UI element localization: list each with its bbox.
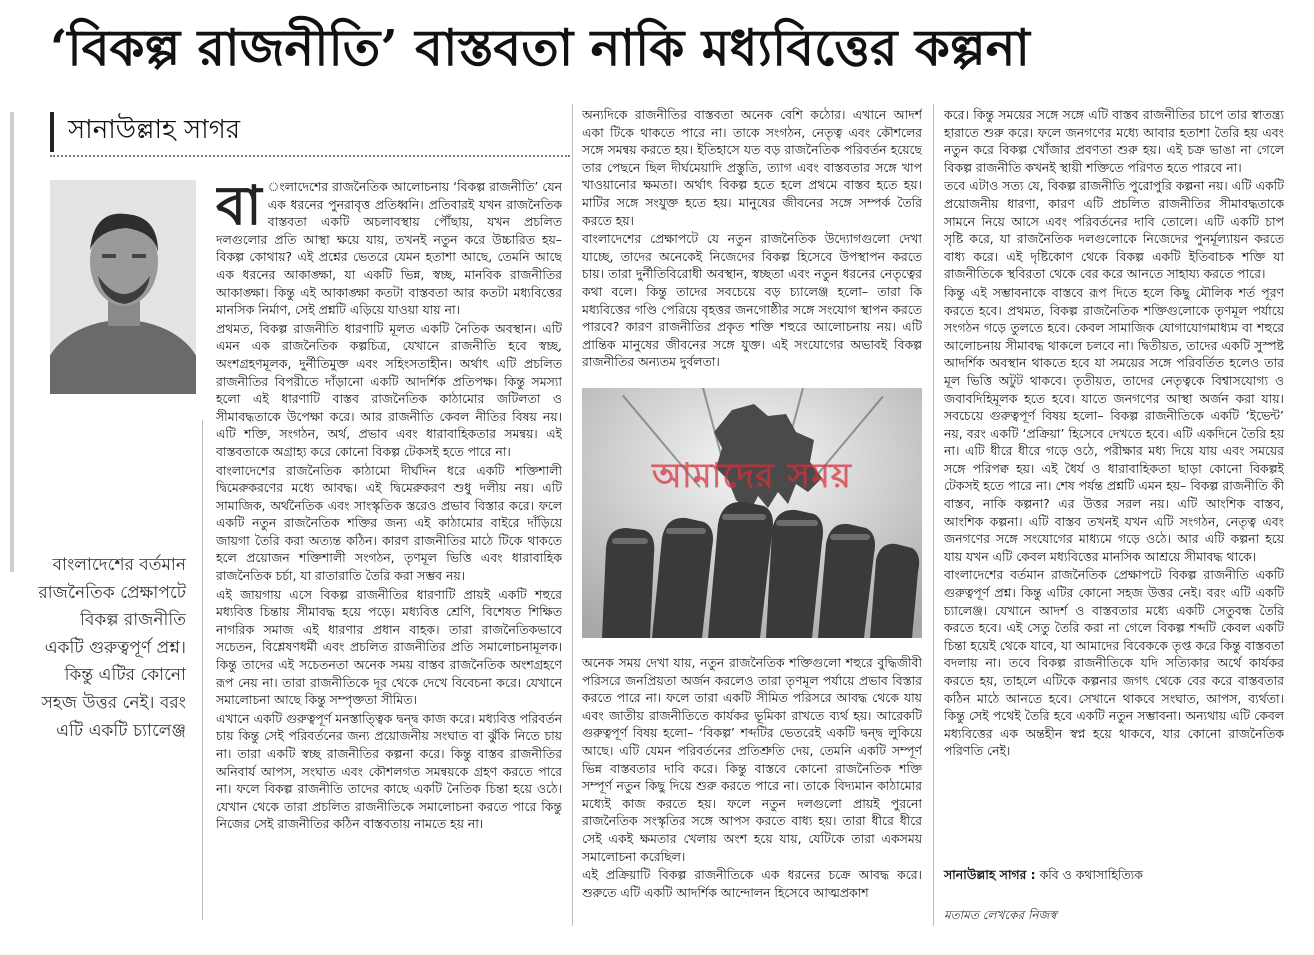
article-column-2-bottom — [582, 654, 922, 926]
article-column-1 — [216, 178, 562, 930]
paragraph-1 — [216, 178, 562, 319]
paragraph-1-text: ংলাদেশের রাজনৈতিক আলোচনায় ‘বিকল্প রাজনীতি’ যেন এক ধরনের পুনরাবৃত্ত প্রতিধ্বনি। প্রতিবারই যখন রাজনৈতিক বাস্তবতা একটি অচলাবস্থায় পৌঁছায়, যখন প্রচলিত দলগুলোর প্রতি আস্থা ক্ষয়ে যায়, তখনই নতুন করে উচ্চারিত হয়– বিকল্প কোথায়? এই প্রশ্নের ভেতরে যেমন হতাশা আছে, তেমনি আছে এক ধরনের আকাঙ্ক্ষা, যা একটি ভিন্ন, স্বচ্ছ, মানবিক রাজনীতির আকাঙ্ক্ষা। কিন্তু এই আকাঙ্ক্ষা কতটা বাস্তবতা আর কতটা মধ্যবিত্তের মানসিক নির্মাণ, সেই প্রশ্নটি এড়িয়ে যাওয়া যায় না। — [216, 179, 562, 318]
opinion-disclaimer: মতামত লেখকের নিজস্ব — [944, 908, 1057, 922]
paragraph-8: অনেক সময় দেখা যায়, নতুন রাজনৈতিক শক্তিগুলো শহুরে বুদ্ধিজীবী পরিসরে জনপ্রিয়তা অর্জন করলেও তারা তৃণমূল পর্যায়ে প্রভাব বিস্তার করতে পারে না। ফলে তারা একটি সীমিত পরিসরে আবদ্ধ থেকে যায় এবং জাতীয় রাজনীতিতে কার্যকর ভূমিকা রাখতে ব্যর্থ হয়। আরেকটি গুরুত্বপূর্ণ বিষয় হলো– ‘বিকল্প’ শব্দটির ভেতরেই একটি দ্বন্দ্ব লুকিয়ে আছে। এটি যেমন পরিবর্তনের প্রতিশ্রুতি দেয়, তেমনি একটি সম্পূর্ণ ভিন্ন বাস্তবতার দাবি করে। কিন্তু বাস্তবে কোনো রাজনৈতিক শক্তি সম্পূর্ণ নতুন কিছু দিয়ে শুরু করতে পারে না। তাকে বিদ্যমান কাঠামোর মধ্যেই কাজ করতে হয়। ফলে নতুন দলগুলো প্রায়ই পুরনো রাজনৈতিক সংস্কৃতির সঙ্গে আপস করতে বাধ্য হয়। তারা ধীরে ধীরে সেই একই ক্ষমতার খেলায় অংশ হয়ে যায়, যেটিকে তারা একসময় সমালোচনা করেছিল। — [582, 655, 922, 864]
paragraph-7: বাংলাদেশের প্রেক্ষাপটে যে নতুন রাজনৈতিক উদ্যোগগুলো দেখা যাচ্ছে, তাদের অনেকেই নিজেদের বিকল্প হিসেবে উপস্থাপন করতে চায়। তারা দুর্নীতিবিরোধী অবস্থান, স্বচ্ছতা এবং নতুন ধরনের নেতৃত্বের কথা বলে। কিন্তু তাদের সবচেয়ে বড় চ্যালেঞ্জ হলো– তারা কি মধ্যবিত্তের গণ্ডি পেরিয়ে বৃহত্তর জনগোষ্ঠীর সঙ্গে সংযোগ স্থাপন করতে পারবে? কারণ রাজনীতির প্রকৃত শক্তি শহুরে আলোচনায় নয়। এটি প্রান্তিক মানুষের জীবনের সঙ্গে যুক্ত। এই সংযোগের অভাবই বিকল্প রাজনীতির অন্যতম দুর্বলতা। — [582, 231, 922, 370]
paragraph-6: অন্যদিকে রাজনীতির বাস্তবতা অনেক বেশি কঠোর। এখানে আদর্শ একা টিকে থাকতে পারে না। তাকে সংগঠন, নেতৃত্ব এবং কৌশলের সঙ্গে সমন্বয় করতে হয়। ইতিহাসে যত বড় রাজনৈতিক পরিবর্তন হয়েছে তার পেছনে ছিল দীর্ঘমেয়াদি প্রস্তুতি, ত্যাগ এবং বাস্তবতার সঙ্গে খাপ খাওয়ানোর ক্ষমতা। অর্থাৎ বিকল্প হতে হলে প্রথমে বাস্তব হতে হয়। মাটির সঙ্গে সংযুক্ত হতে হয়। মানুষের জীবনের সঙ্গে সম্পর্ক তৈরি করতে হয়। — [582, 107, 922, 228]
headline: ‘বিকল্প রাজনীতি’ বাস্তবতা নাকি মধ্যবিত্তের কল্পনা — [50, 18, 1030, 77]
paragraph-2: প্রথমত, বিকল্প রাজনীতি ধারণাটি মূলত একটি নৈতিক অবস্থান। এটি এমন এক রাজনৈতিক কল্পচিত্র, যেখানে রাজনীতি হবে স্বচ্ছ, অংশগ্রহণমূলক, দুর্নীতিমুক্ত এবং সহিংসতাহীন। অর্থাৎ এটি প্রচলিত রাজনীতির বিপরীতে দাঁড়ানো একটি আদর্শিক প্রতিপক্ষ। কিন্তু সমস্যা হলো এই ধারণাটি বাস্তব রাজনৈতিক কাঠামোর জটিলতা ও সীমাবদ্ধতাকে উপেক্ষা করে। আর রাজনীতি কেবল নীতির বিষয় নয়। এটি শক্তি, সংগঠন, অর্থ, প্রভাব এবং ধারাবাহিকতার সমন্বয়। এই বাস্তবতাকে অগ্রাহ্য করে কোনো বিকল্প টেকসই হতে পারে না। — [216, 320, 562, 459]
paragraph-5: এখানে একটি গুরুত্বপূর্ণ মনস্তাত্ত্বিক দ্বন্দ্ব কাজ করে। মধ্যবিত্ত পরিবর্তন চায় কিন্তু সেই পরিবর্তনের জন্য প্রয়োজনীয় সংঘাত বা ঝুঁকি নিতে চায় না। তারা একটি স্বচ্ছ রাজনীতির কল্পনা করে। কিন্তু বাস্তব রাজনীতির অনিবার্য আপস, সংঘাত এবং কৌশলগত সমন্বয়কে গ্রহণ করতে পারে না। ফলে বিকল্প রাজনীতি তাদের কাছে একটি নৈতিক চিন্তা হয়ে ওঠে। যেখান থেকে তারা প্রচলিত রাজনীতিকে সমালোচনা করতে পারে কিন্তু নিজের সেই রাজনীতির কঠিন বাস্তবতায় নামতে হয় না। — [216, 710, 562, 832]
article-column-3 — [944, 106, 1284, 846]
pull-quote-rule — [202, 420, 203, 920]
paragraph-12: কিন্তু এই সম্ভাবনাকে বাস্তবে রূপ দিতে হলে কিছু মৌলিক শর্ত পূরণ করতে হবে। প্রথমত, বিকল্প রাজনৈতিক শক্তিগুলোকে তৃণমূল পর্যায়ে সংগঠন গড়ে তুলতে হবে। কেবল সামাজিক যোগাযোগমাধ্যম বা শহুরে আলোচনায় সীমাবদ্ধ থাকলে চলবে না। দ্বিতীয়ত, তাদের একটি সুস্পষ্ট আদর্শিক অবস্থান থাকতে হবে যা সময়ের সঙ্গে পরিবর্তিত হলেও তার মূল ভিত্তি অটুট থাকবে। তৃতীয়ত, তাদের নেতৃত্বকে বিশ্বাসযোগ্য ও জবাবদিহিমূলক হতে হবে। যাতে জনগণের আস্থা অর্জন করা যায়। সবচেয়ে গুরুত্বপূর্ণ বিষয় হলো– বিকল্প রাজনীতিকে একটি ‘ইভেন্ট’ নয়, বরং একটি ‘প্রক্রিয়া’ হিসেবে দেখতে হবে। এটি একদিনে তৈরি হয় না। এটি ধীরে ধীরে গড়ে ওঠে, পরীক্ষার মধ্য দিয়ে যায় এবং সময়ের সঙ্গে পরিপক্ব হয়। এই ধৈর্য ও ধারাবাহিকতা ছাড়া কোনো বিকল্পই টেকসই হতে পারে না। শেষ পর্যন্ত প্রশ্নটি এমন হয়– বিকল্প রাজনীতি কী বাস্তব, নাকি কল্পনা? এর উত্তর সরল নয়। এটি আংশিক বাস্তব, আংশিক কল্পনা। এটি বাস্তব তখনই যখন এটি সংগঠন, নেতৃত্ব এবং জনগণের সঙ্গে সংযোগের মাধ্যমে গড়ে ওঠে। আর এটি কল্পনা হয়ে যায় যখন এটি কেবল মধ্যবিত্তের মানসিক আশ্রয়ে সীমাবদ্ধ থাকে। — [944, 284, 1284, 564]
pull-quote: বাংলাদেশের বর্তমান রাজনৈতিক প্রেক্ষাপটে বিকল্প রাজনীতি একটি গুরুত্বপূর্ণ প্রশ্ন। কিন্তু এটির কোনো সহজ উত্তর নেই। বরং এটি একটি চ্যালেঞ্জ — [38, 555, 186, 741]
article-column-2-top — [582, 106, 922, 382]
fists-map-illustration — [582, 388, 922, 638]
author-note-role: কবি ও কথাসাহিত্যিক — [1039, 867, 1143, 882]
watermark: আমাদের সময় — [652, 456, 852, 496]
paragraph-9: এই প্রক্রিয়াটি বিকল্প রাজনীতিকে এক ধরনের চক্রে আবদ্ধ করে। শুরুতে এটি একটি আদর্শিক আন্দোলন হিসেবে আত্মপ্রকাশ — [582, 867, 922, 900]
page-edge-rule — [10, 112, 14, 572]
drop-cap: বা — [216, 178, 262, 237]
paragraph-13: বাংলাদেশের বর্তমান রাজনৈতিক প্রেক্ষাপটে বিকল্প রাজনীতি একটি গুরুত্বপূর্ণ প্রশ্ন। কিন্তু এটির কোনো সহজ উত্তর নেই। বরং এটি একটি চ্যালেঞ্জ। যেখানে আদর্শ ও বাস্তবতার মধ্যে একটি সেতুবন্ধ তৈরি করতে হবে। এই সেতু তৈরি করা না গেলে বিকল্প শব্দটি কেবল একটি চিন্তা হয়েই থেকে যাবে, যা আমাদের বিবেককে তৃপ্ত করে কিন্তু বাস্তবতা বদলায় না। তবে বিকল্প রাজনীতিকে যদি সত্যিকার অর্থে কার্যকর করতে হয়, তাহলে এটিকে কল্পনার জগৎ থেকে বের করে বাস্তবতার কঠিন মাঠে আনতে হবে। সেখানে থাকবে সংঘাত, আপস, ব্যর্থতা। কিন্তু সেই পথেই তৈরি হবে একটি নতুন সম্ভাবনা। অন্যথায় এটি কেবল মধ্যবিত্তের এক অন্তহীন স্বপ্ন হয়ে থাকবে, যার কোনো রাজনৈতিক পরিণতি নেই। — [944, 567, 1284, 759]
author-note-name: সানাউল্লাহ সাগর : — [944, 867, 1036, 882]
column-divider-2 — [933, 104, 934, 926]
paragraph-10: করে। কিন্তু সময়ের সঙ্গে সঙ্গে এটি বাস্তব রাজনীতির চাপে তার স্বাতন্ত্র্য হারাতে শুরু করে। ফলে জনগণের মধ্যে আবার হতাশা তৈরি হয় এবং নতুন করে বিকল্প খোঁজার প্রবণতা শুরু হয়। এই চক্র ভাঙা না গেলে বিকল্প রাজনীতি কখনই স্থায়ী শক্তিতে পরিণত হতে পারবে না। — [944, 107, 1284, 175]
author-photo — [50, 180, 196, 394]
paragraph-4: এই জায়গায় এসে বিকল্প রাজনীতির ধারণাটি প্রায়ই একটি শহুরে মধ্যবিত্ত চিন্তায় সীমাবদ্ধ হয়ে পড়ে। মধ্যবিত্ত শ্রেণি, বিশেষত শিক্ষিত নাগরিক সমাজ এই ধারণার প্রধান বাহক। তারা রাজনৈতিকভাবে সচেতন, বিশ্লেষণধর্মী এবং প্রচলিত রাজনীতির প্রতি সমালোচনামূলক। কিন্তু তাদের এই সচেতনতা অনেক সময় বাস্তব রাজনৈতিক অংশগ্রহণে রূপ নেয় না। তারা রাজনীতিকে দূর থেকে দেখে বিবেচনা করে। যেখানে সমালোচনা আছে কিন্তু সম্পৃক্ততা সীমিত। — [216, 586, 562, 708]
paragraph-3: বাংলাদেশের রাজনৈতিক কাঠামো দীর্ঘদিন ধরে একটি শক্তিশালী দ্বিমেরুকরণের মধ্যে আবদ্ধ। এই দ্বিমেরুকরণ শুধু দলীয় নয়। এটি সামাজিক, অর্থনৈতিক এবং সাংস্কৃতিক স্তরেও প্রভাব বিস্তার করে। ফলে একটি নতুন রাজনৈতিক শক্তির জন্য এই কাঠামোর বাইরে দাঁড়িয়ে জায়গা তৈরি করা অত্যন্ত কঠিন। কারণ রাজনীতির মাঠে টিকে থাকতে হলে প্রয়োজন শক্তিশালী সংগঠন, তৃণমূল ভিত্তি এবং ধারাবাহিক রাজনৈতিক চর্চা, যা রাতারাতি তৈরি করা সম্ভব নয়। — [216, 462, 562, 584]
byline: সানাউল্লাহ সাগর — [50, 112, 570, 152]
author-note — [944, 866, 1284, 884]
column-divider-1 — [572, 104, 573, 926]
paragraph-11: তবে এটাও সত্য যে, বিকল্প রাজনীতি পুরোপুরি কল্পনা নয়। এটি একটি প্রয়োজনীয় ধারণা, কারণ এটি প্রচলিত রাজনীতির সীমাবদ্ধতাকে সামনে নিয়ে আসে এবং পরিবর্তনের দাবি তোলে। এটি একটি চাপ সৃষ্টি করে, যা রাজনৈতিক দলগুলোকে নিজেদের পুনর্মূল্যায়ন করতে বাধ্য করে। এই দৃষ্টিকোণ থেকে বিকল্প একটি ইতিবাচক শক্তি যা রাজনীতিকে স্থবিরতা থেকে বের করে আনতে সাহায্য করতে পারে। — [944, 178, 1284, 282]
byline-rule — [50, 155, 570, 157]
